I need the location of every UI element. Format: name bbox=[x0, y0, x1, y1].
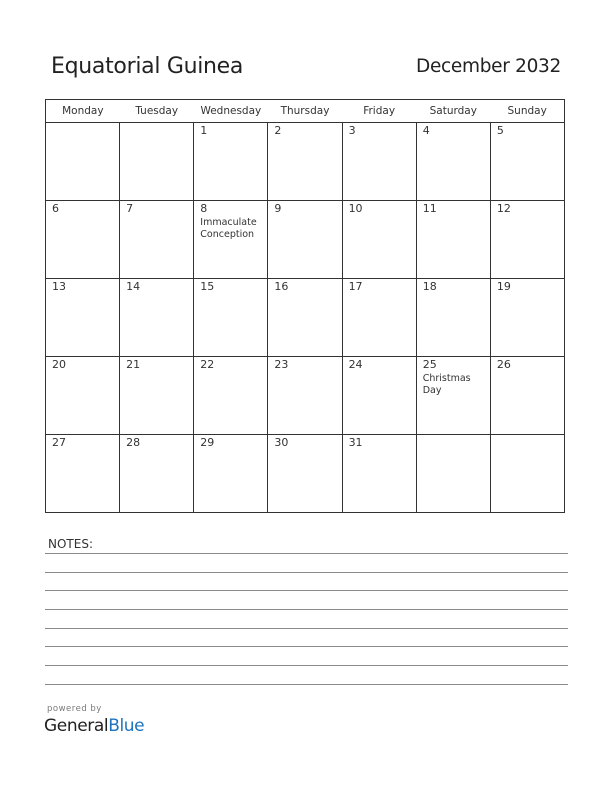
calendar-day-cell bbox=[194, 435, 268, 513]
calendar-day-cell bbox=[490, 201, 564, 279]
calendar-day-cell bbox=[194, 123, 268, 201]
calendar-day-cell bbox=[120, 435, 194, 513]
day-number: 23 bbox=[274, 358, 289, 371]
day-number: 30 bbox=[274, 436, 289, 449]
day-number: 28 bbox=[126, 436, 141, 449]
calendar-day-cell bbox=[490, 357, 564, 435]
month-year-title: December 2032 bbox=[416, 56, 561, 77]
calendar-day-cell bbox=[490, 123, 564, 201]
calendar-week-row bbox=[46, 435, 565, 513]
calendar-day-cell bbox=[342, 123, 416, 201]
day-number: 22 bbox=[200, 358, 215, 371]
calendar-day-cell bbox=[194, 201, 268, 279]
day-number: 1 bbox=[200, 124, 208, 137]
calendar-day-cell bbox=[268, 435, 342, 513]
notes-line bbox=[45, 665, 568, 666]
day-number: 9 bbox=[274, 202, 282, 215]
generalblue-logo[interactable] bbox=[44, 716, 144, 736]
calendar-day-cell bbox=[46, 435, 120, 513]
calendar-day-cell bbox=[342, 201, 416, 279]
day-number: 10 bbox=[348, 202, 363, 215]
day-number: 20 bbox=[52, 358, 66, 371]
notes-line bbox=[45, 628, 568, 629]
calendar-week-row bbox=[46, 201, 565, 279]
notes-line bbox=[45, 609, 568, 610]
calendar-week-row bbox=[46, 279, 565, 357]
logo-general-text: General bbox=[44, 716, 109, 736]
calendar-day-cell bbox=[490, 279, 564, 357]
holiday-label: Immaculate Conception bbox=[200, 217, 257, 240]
day-number: 29 bbox=[200, 436, 215, 449]
calendar-empty-cell bbox=[46, 123, 120, 201]
notes-label: NOTES: bbox=[48, 537, 93, 551]
day-number: 25 bbox=[422, 358, 437, 371]
calendar-day-cell bbox=[46, 357, 120, 435]
logo-blue-text: Blue bbox=[108, 716, 145, 736]
day-number: 12 bbox=[496, 202, 511, 215]
notes-line bbox=[45, 684, 568, 685]
day-number: 11 bbox=[422, 202, 437, 215]
calendar-day-cell bbox=[268, 123, 342, 201]
day-number: 2 bbox=[274, 124, 282, 137]
weekday-header: Monday bbox=[46, 100, 120, 123]
weekday-header: Saturday bbox=[416, 100, 490, 123]
calendar-day-cell bbox=[194, 279, 268, 357]
weekday-header: Tuesday bbox=[120, 100, 194, 123]
calendar-day-cell bbox=[120, 201, 194, 279]
day-number: 15 bbox=[200, 280, 215, 293]
calendar-day-cell bbox=[416, 123, 490, 201]
calendar-day-cell bbox=[268, 279, 342, 357]
calendar-day-cell bbox=[194, 357, 268, 435]
calendar-day-cell bbox=[416, 279, 490, 357]
calendar-day-cell bbox=[342, 357, 416, 435]
calendar-day-cell bbox=[46, 279, 120, 357]
notes-line bbox=[45, 590, 568, 591]
calendar-grid bbox=[45, 99, 565, 513]
calendar-day-cell bbox=[120, 279, 194, 357]
day-number: 21 bbox=[126, 358, 141, 371]
calendar-day-cell bbox=[120, 357, 194, 435]
calendar-week-row bbox=[46, 357, 565, 435]
notes-line bbox=[45, 572, 568, 573]
calendar-day-cell bbox=[416, 201, 490, 279]
calendar-day-cell bbox=[416, 357, 490, 435]
day-number: 13 bbox=[52, 280, 66, 293]
day-number: 26 bbox=[496, 358, 511, 371]
calendar-empty-cell bbox=[120, 123, 194, 201]
day-number: 17 bbox=[348, 280, 363, 293]
weekday-header-row bbox=[46, 100, 565, 123]
day-number: 14 bbox=[126, 280, 141, 293]
notes-line bbox=[45, 553, 568, 554]
day-number: 7 bbox=[126, 202, 134, 215]
day-number: 19 bbox=[496, 280, 511, 293]
notes-line bbox=[45, 646, 568, 647]
day-number: 3 bbox=[348, 124, 356, 137]
day-number: 6 bbox=[52, 202, 59, 215]
country-title: Equatorial Guinea bbox=[51, 54, 244, 79]
day-number: 31 bbox=[348, 436, 363, 449]
calendar-day-cell bbox=[342, 279, 416, 357]
weekday-header: Sunday bbox=[490, 100, 564, 123]
weekday-header: Wednesday bbox=[194, 100, 268, 123]
weekday-header: Thursday bbox=[268, 100, 342, 123]
calendar-day-cell bbox=[342, 435, 416, 513]
day-number: 16 bbox=[274, 280, 289, 293]
calendar-empty-cell bbox=[416, 435, 490, 513]
day-number: 18 bbox=[422, 280, 437, 293]
calendar-day-cell bbox=[46, 201, 120, 279]
calendar-day-cell bbox=[268, 357, 342, 435]
calendar-week-row bbox=[46, 123, 565, 201]
holiday-label: Christmas Day bbox=[422, 373, 471, 396]
day-number: 24 bbox=[348, 358, 363, 371]
day-number: 27 bbox=[52, 436, 66, 449]
calendar-day-cell bbox=[268, 201, 342, 279]
powered-by-text: powered by bbox=[47, 704, 102, 714]
calendar-empty-cell bbox=[490, 435, 564, 513]
day-number: 8 bbox=[200, 202, 208, 215]
weekday-header: Friday bbox=[342, 100, 416, 123]
day-number: 5 bbox=[496, 124, 504, 137]
day-number: 4 bbox=[422, 124, 430, 137]
